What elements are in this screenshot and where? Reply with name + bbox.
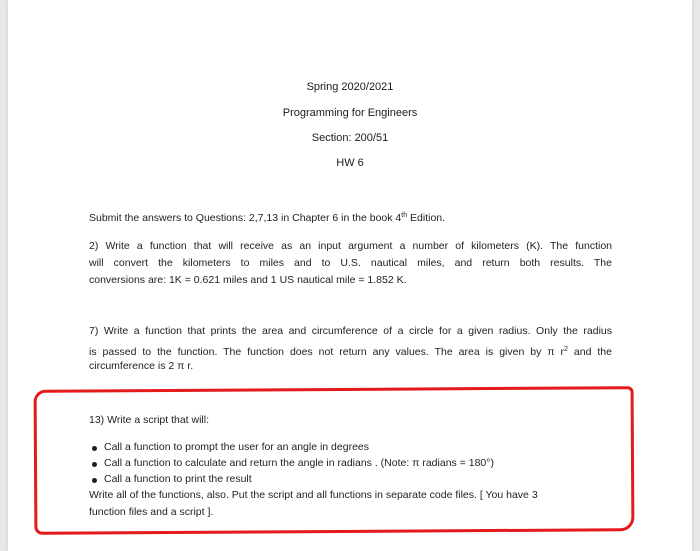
question-7-line-2 bbox=[89, 343, 612, 359]
submit-text-end: Edition. bbox=[407, 212, 446, 224]
question-7-line-2-end: and the bbox=[567, 346, 612, 358]
section-heading: Section: 200/51 bbox=[311, 132, 389, 144]
question-13-title: 13) Write a script that will: bbox=[89, 414, 210, 426]
question-7-line-1: 7) Write a function that prints the area and circumference of a circle for a given radius. Only the radius bbox=[89, 325, 612, 337]
question-13-bullet-1: Call a function to prompt the user for an angle in degrees bbox=[104, 441, 369, 453]
submit-instructions bbox=[89, 209, 445, 225]
bullet-dot bbox=[92, 446, 97, 451]
homework-heading: HW 6 bbox=[336, 157, 364, 169]
question-2-line-2: will convert the kilometers to miles and to U.S. nautical miles, and return both results. The bbox=[89, 257, 612, 269]
question-13-note-line-2: function files and a script ]. bbox=[89, 506, 214, 518]
squared-superscript: 2 bbox=[564, 346, 568, 353]
question-2-line-1: 2) Write a function that will receive as an input argument a number of kilometers (K). The function bbox=[89, 240, 612, 252]
question-13-bullet-2: Call a function to calculate and return the angle in radians . (Note: π radians = 180°) bbox=[104, 457, 494, 469]
course-heading: Programming for Engineers bbox=[282, 107, 418, 119]
term-heading: Spring 2020/2021 bbox=[306, 81, 394, 93]
question-7-line-2-text: is passed to the function. The function does not return any values. The area is given by π r bbox=[89, 346, 565, 358]
question-7-line-3: circumference is 2 π r. bbox=[89, 360, 194, 372]
bullet-dot bbox=[92, 478, 97, 483]
submit-text: Submit the answers to Questions: 2,7,13 in Chapter 6 in the book 4 bbox=[89, 212, 402, 224]
question-2-line-3: conversions are: 1K = 0.621 miles and 1 US nautical mile = 1.852 K. bbox=[89, 274, 407, 286]
bullet-dot bbox=[92, 462, 97, 467]
edition-superscript: th bbox=[401, 212, 408, 219]
question-13-bullet-3: Call a function to print the result bbox=[104, 473, 252, 485]
question-13-note-line-1: Write all of the functions, also. Put the script and all functions in separate code files. [ You have 3 bbox=[89, 489, 538, 501]
